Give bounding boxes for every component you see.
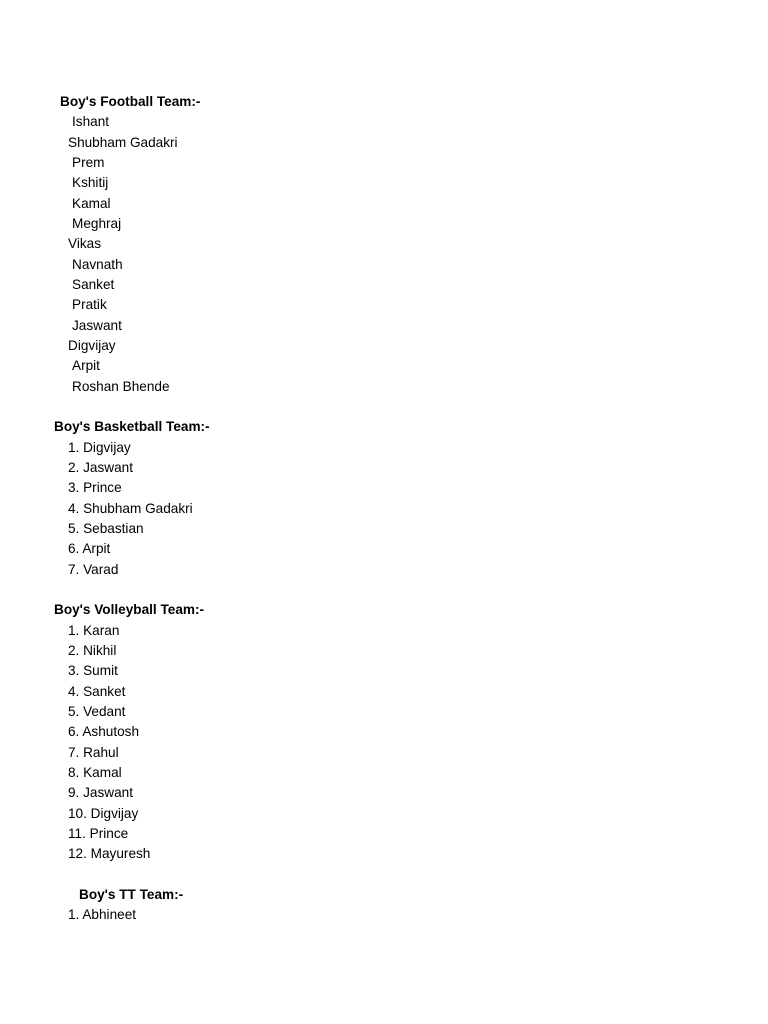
volleyball-player: 12. Mayuresh	[68, 846, 151, 861]
football-heading: Boy's Football Team:-	[60, 94, 201, 109]
volleyball-heading: Boy's Volleyball Team:-	[54, 602, 205, 617]
football-player: Roshan Bhende	[72, 379, 170, 394]
football-player: Kshitij	[72, 175, 109, 190]
basketball-player: 4. Shubham Gadakri	[68, 501, 193, 516]
football-player: Kamal	[72, 196, 111, 211]
football-player: Navnath	[72, 257, 123, 272]
football-player: Pratik	[72, 297, 107, 312]
volleyball-player: 4. Sanket	[68, 684, 126, 699]
football-player: Vikas	[68, 236, 101, 251]
football-player: Arpit	[72, 358, 100, 373]
basketball-player: 2. Jaswant	[68, 460, 133, 475]
football-player: Shubham Gadakri	[68, 135, 178, 150]
volleyball-player: 8. Kamal	[68, 765, 122, 780]
football-player: Jaswant	[72, 318, 122, 333]
basketball-player: 6. Arpit	[68, 541, 111, 556]
volleyball-player: 5. Vedant	[68, 704, 126, 719]
volleyball-player: 3. Sumit	[68, 663, 118, 678]
volleyball-player: 9. Jaswant	[68, 785, 133, 800]
basketball-player: 5. Sebastian	[68, 521, 144, 536]
tt-heading: Boy's TT Team:-	[79, 887, 184, 902]
basketball-heading: Boy's Basketball Team:-	[54, 419, 210, 434]
volleyball-player: 7. Rahul	[68, 745, 119, 760]
basketball-player: 3. Prince	[68, 480, 122, 495]
volleyball-player: 6. Ashutosh	[68, 724, 140, 739]
basketball-player: 7. Varad	[68, 562, 119, 577]
football-player: Digvijay	[68, 338, 116, 353]
tt-player: 1. Abhineet	[68, 907, 137, 922]
football-player: Sanket	[72, 277, 115, 292]
football-player: Prem	[72, 155, 105, 170]
volleyball-player: 10. Digvijay	[68, 806, 139, 821]
basketball-player: 1. Digvijay	[68, 440, 131, 455]
football-player: Ishant	[72, 114, 110, 129]
volleyball-player: 2. Nikhil	[68, 643, 117, 658]
volleyball-player: 11. Prince	[68, 826, 129, 841]
volleyball-player: 1. Karan	[68, 623, 120, 638]
football-player: Meghraj	[72, 216, 122, 231]
